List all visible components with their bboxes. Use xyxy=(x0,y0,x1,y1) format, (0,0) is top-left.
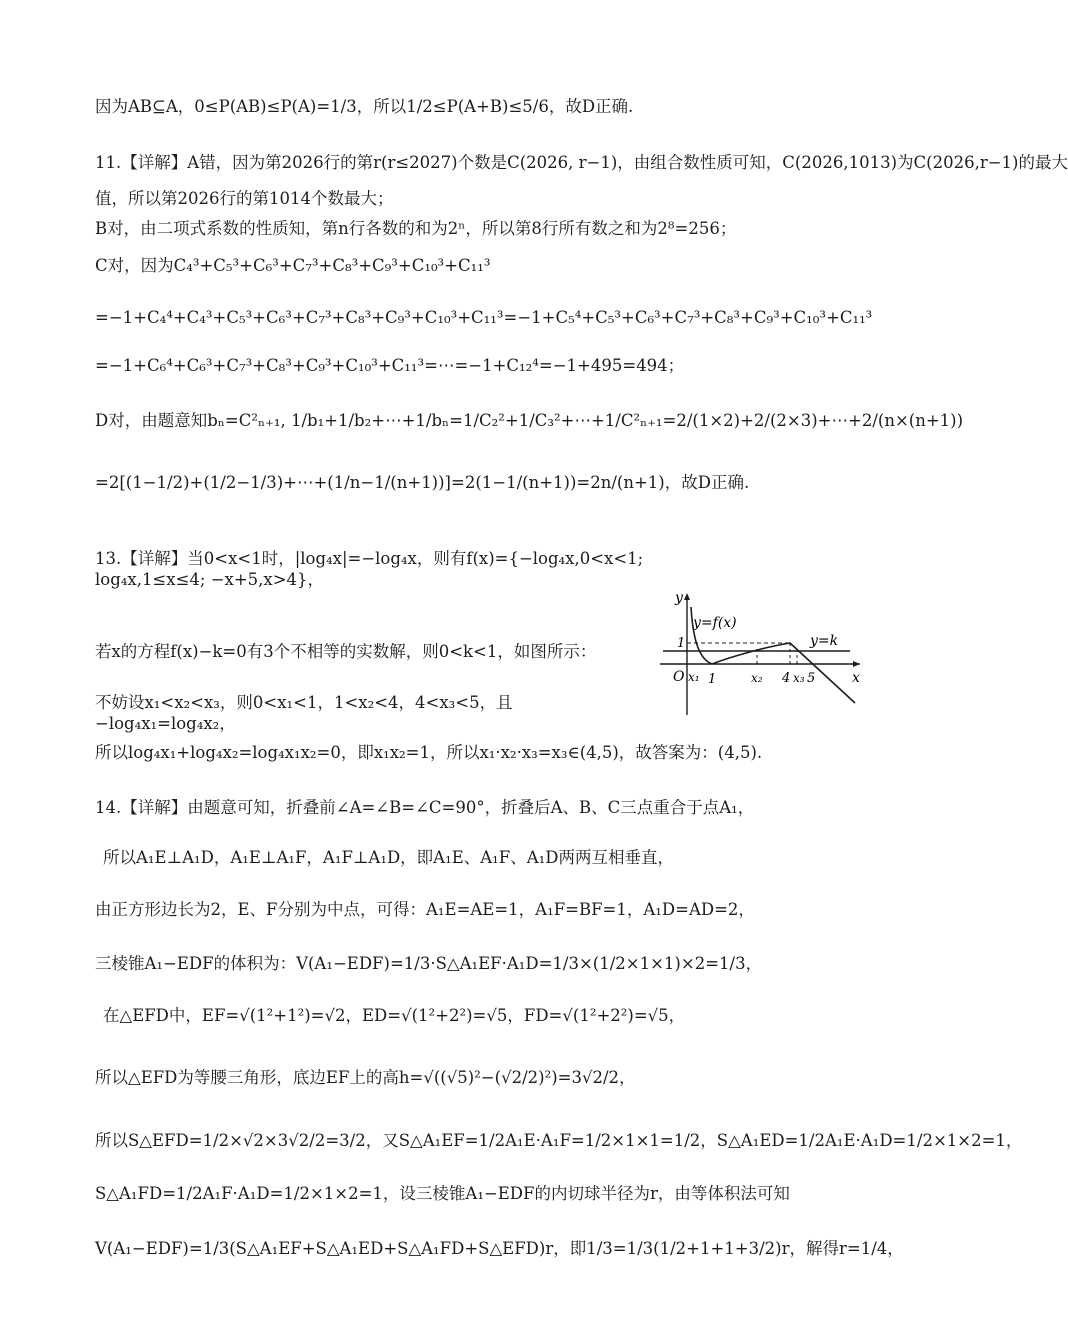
text-line-20: 所以S△EFD=1/2×√2×3√2/2=3/2，又S△A₁EF=1/2A₁E·A₁F=1/2×1×1=1/2，S△A₁ED=1/2A₁E·A₁D=1/2×1×2=1， xyxy=(95,1131,1023,1150)
origin-label: O xyxy=(673,669,685,685)
y-arrow-icon xyxy=(684,593,690,600)
line-label: y=k xyxy=(810,633,839,649)
text-line-3: 值，所以第2026行的第1014个数最大； xyxy=(95,189,394,208)
text-line-8: D对，由题意知bₙ=C²ₙ₊₁, 1/b₁+1/b₂+⋯+1/bₙ=1/C₂²+1/C₃²+⋯+1/C²ₙ₊₁=2/(1×2)+2/(2×3)+⋯+2/(n×(n+1)) xyxy=(95,411,964,430)
text-line-15: 所以A₁E⊥A₁D，A₁E⊥A₁F，A₁F⊥A₁D，即A₁E、A₁F、A₁D两两互相垂直， xyxy=(103,848,674,867)
text-line-6: =−1+C₄⁴+C₄³+C₅³+C₆³+C₇³+C₈³+C₉³+C₁₀³+C₁₁³=−1+C₅⁴+C₅³+C₆³+C₇³+C₈³+C₉³+C₁₀³+C₁₁³ xyxy=(95,308,873,327)
text-line-13: 所以log₄x₁+log₄x₂=log₄x₁x₂=0，即x₁x₂=1，所以x₁·x₂·x₃=x₃∈(4,5)，故答案为：(4,5). xyxy=(95,743,763,762)
x-five-label: 5 xyxy=(807,671,816,686)
text-line-1: 因为AB⊆A，0≤P(AB)≤P(A)=1/3，所以1/2≤P(A+B)≤5/6，故D正确. xyxy=(95,97,634,116)
text-line-17: 三棱锥A₁−EDF的体积为：V(A₁−EDF)=1/3·S△A₁EF·A₁D=1/3×(1/2×1×1)×2=1/3， xyxy=(95,954,763,973)
x2-label: x₂ xyxy=(751,671,763,685)
y-one-label: 1 xyxy=(677,636,686,651)
text-line-19: 所以△EFD为等腰三角形，底边EF上的高h=√((√5)²−(√2/2)²)=3√2/2， xyxy=(95,1068,636,1087)
text-line-16: 由正方形边长为2，E、F分别为中点，可得：A₁E=AE=1，A₁F=BF=1，A₁D=AD=2， xyxy=(95,900,755,919)
text-line-9: =2[(1−1/2)+(1/2−1/3)+⋯+(1/n−1/(n+1))]=2(1−1/(n+1))=2n/(n+1)，故D正确. xyxy=(95,473,750,492)
text-line-22: V(A₁−EDF)=1/3(S△A₁EF+S△A₁ED+S△A₁FD+S△EFD)r，即1/3=1/3(1/2+1+1+3/2)r，解得r=1/4， xyxy=(95,1239,904,1258)
text-line-7: =−1+C₆⁴+C₆³+C₇³+C₈³+C₉³+C₁₀³+C₁₁³=⋯=−1+C₁₂⁴=−1+495=494； xyxy=(95,356,685,375)
text-line-12: 不妨设x₁<x₂<x₃，则0<x₁<1，1<x₂<4，4<x₃<5，且−log₄x₁=log₄x₂， xyxy=(95,693,513,734)
curve-label: y=f(x) xyxy=(693,615,737,631)
x-axis-label: x xyxy=(852,670,860,686)
text-line-18: 在△EFD中，EF=√(1²+1²)=√2，ED=√(1²+2²)=√5，FD=√(1²+2²)=√5， xyxy=(103,1006,686,1025)
x-arrow-icon xyxy=(853,661,860,667)
text-line-21: S△A₁FD=1/2A₁F·A₁D=1/2×1×2=1，设三棱锥A₁−EDF的内切球半径为r，由等体积法可知 xyxy=(95,1184,790,1203)
function-graph xyxy=(655,585,865,720)
text-line-11: 若x的方程f(x)−k=0有3个不相等的实数解，则0<k<1，如图所示： xyxy=(95,642,597,661)
text-line-4: B对，由二项式系数的性质知，第n行各数的和为2ⁿ，所以第8行所有数之和为2⁸=256； xyxy=(95,219,737,238)
text-line-10: 13.【详解】当0<x<1时，|log₄x|=−log₄x，则有f(x)={−log₄x,0<x<1; log₄x,1≤x≤4; −x+5,x>4}， xyxy=(95,549,644,590)
text-line-5: C对，因为C₄³+C₅³+C₆³+C₇³+C₈³+C₉³+C₁₀³+C₁₁³ xyxy=(95,256,491,275)
x3-label: x₃ xyxy=(793,671,805,685)
text-line-14: 14.【详解】由题意可知，折叠前∠A=∠B=∠C=90°，折叠后A、B、C三点重合于点A₁， xyxy=(95,798,755,817)
x-four-label: 4 xyxy=(782,671,791,686)
x-one-label: 1 xyxy=(708,672,717,687)
text-line-2: 11.【详解】A错，因为第2026行的第r(r≤2027)个数是C(2026, r−1)，由组合数性质可知，C(2026,1013)为C(2026,r−1)的最大 xyxy=(95,153,1068,172)
y-axis-label: y xyxy=(675,590,683,606)
x1-label: x₁ xyxy=(688,670,700,684)
